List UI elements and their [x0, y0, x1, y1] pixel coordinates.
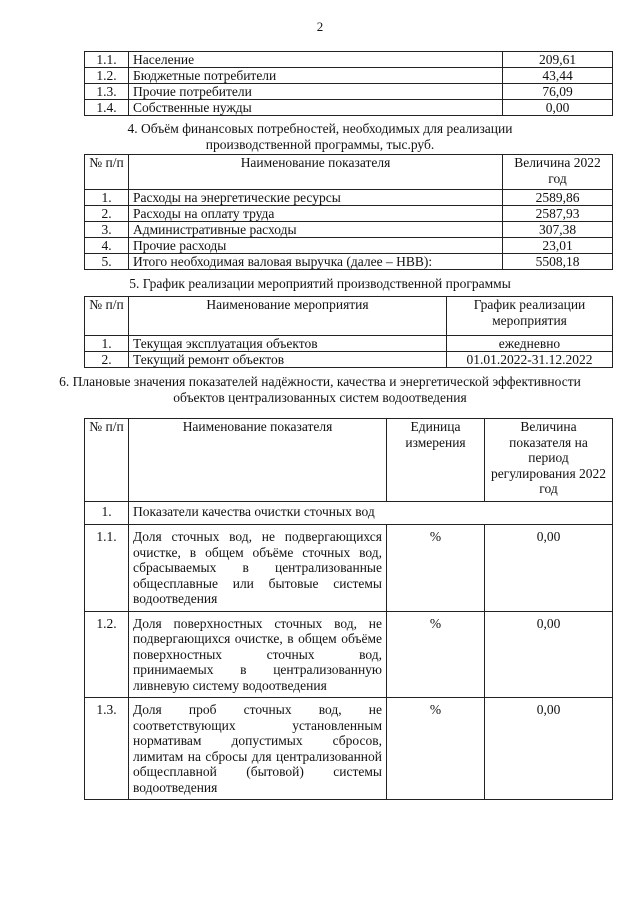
- table-header: [85, 419, 613, 502]
- table-header: [85, 297, 613, 336]
- row-value: 307,38: [503, 222, 613, 238]
- table-row: [85, 84, 613, 100]
- row-name: Прочие потребители: [129, 84, 503, 100]
- row-number: 1.4.: [85, 100, 129, 116]
- row-value: 0,00: [485, 698, 613, 800]
- row-name: Доля проб сточных вод, не соответствующих установленным нормативам допустимых сбросов, лимитам на сбросы для централизованной общесплавной (бытовой) системы водоотведения: [129, 698, 387, 800]
- table-row: [85, 238, 613, 254]
- header-schedule: График реализации мероприятия: [447, 297, 613, 336]
- row-name: Доля поверхностных сточных вод, не подвергающихся очистке, в общем объёме поверхностных сточных вод, принимаемых в централизованную ливневую систему водоотведения: [129, 611, 387, 698]
- row-name: Расходы на энергетические ресурсы: [129, 190, 503, 206]
- row-number: 2.: [85, 206, 129, 222]
- row-number: 1.: [85, 190, 129, 206]
- row-name: Собственные нужды: [129, 100, 503, 116]
- row-value: 2587,93: [503, 206, 613, 222]
- schedule-table: [84, 296, 613, 368]
- header-value: Величина 2022 год: [503, 155, 613, 190]
- section5-title: 5. График реализации мероприятий производственной программы: [129, 276, 511, 291]
- header-name: Наименование показателя: [129, 419, 387, 502]
- row-value: 23,01: [503, 238, 613, 254]
- section4-title: 4. Объём финансовых потребностей, необходимых для реализации производственной программы, тыс.руб.: [127, 121, 513, 152]
- table-row: [85, 190, 613, 206]
- table-row: [85, 525, 613, 612]
- table-row: [85, 611, 613, 698]
- financial-needs-table: [84, 154, 613, 270]
- consumption-table: [84, 51, 613, 116]
- table-row: [85, 206, 613, 222]
- row-schedule: 01.01.2022-31.12.2022: [447, 352, 613, 368]
- table-row: [85, 254, 613, 270]
- row-name: Прочие расходы: [129, 238, 503, 254]
- table-row: [85, 698, 613, 800]
- table-row: [85, 100, 613, 116]
- table-group-row: [85, 502, 613, 525]
- section6-title: 6. Плановые значения показателей надёжности, качества и энергетической эффективности объектов централизованных систем водоотведения: [59, 374, 581, 405]
- row-name: Расходы на оплату труда: [129, 206, 503, 222]
- indicators-table: [84, 418, 613, 800]
- row-name: Итого необходимая валовая выручка (далее – НВВ):: [129, 254, 503, 270]
- row-value: 0,00: [485, 525, 613, 612]
- row-name: Текущий ремонт объектов: [129, 352, 447, 368]
- header-num: № п/п: [85, 419, 129, 502]
- row-number: 2.: [85, 352, 129, 368]
- row-value: 0,00: [503, 100, 613, 116]
- row-value: 76,09: [503, 84, 613, 100]
- row-number: 3.: [85, 222, 129, 238]
- row-number: 1.3.: [85, 84, 129, 100]
- group-number: 1.: [85, 502, 129, 525]
- page-number: 2: [316, 19, 324, 34]
- table-row: [85, 222, 613, 238]
- row-value: 2589,86: [503, 190, 613, 206]
- header-num: № п/п: [85, 297, 129, 336]
- row-unit: %: [387, 698, 485, 800]
- header-name: Наименование мероприятия: [129, 297, 447, 336]
- header-unit: Единица измерения: [387, 419, 485, 502]
- table-header: [85, 155, 613, 190]
- row-value: 5508,18: [503, 254, 613, 270]
- table-row: [85, 336, 613, 352]
- header-value: Величина показателя на период регулирования 2022 год: [485, 419, 613, 502]
- row-unit: %: [387, 611, 485, 698]
- group-name: Показатели качества очистки сточных вод: [129, 502, 613, 525]
- table-row: [85, 352, 613, 368]
- row-name: Население: [129, 52, 503, 68]
- row-unit: %: [387, 525, 485, 612]
- row-number: 1.1.: [85, 52, 129, 68]
- row-number: 1.3.: [85, 698, 129, 800]
- table-row: [85, 52, 613, 68]
- row-name: Бюджетные потребители: [129, 68, 503, 84]
- header-name: Наименование показателя: [129, 155, 503, 190]
- row-name: Текущая эксплуатация объектов: [129, 336, 447, 352]
- row-number: 4.: [85, 238, 129, 254]
- header-num: № п/п: [85, 155, 129, 190]
- row-number: 5.: [85, 254, 129, 270]
- row-schedule: ежедневно: [447, 336, 613, 352]
- row-number: 1.: [85, 336, 129, 352]
- row-number: 1.1.: [85, 525, 129, 612]
- row-name: Доля сточных вод, не подвергающихся очистке, в общем объёме сточных вод, сбрасываемых в централизованные общесплавные или бытовые системы водоотведения: [129, 525, 387, 612]
- row-number: 1.2.: [85, 611, 129, 698]
- row-number: 1.2.: [85, 68, 129, 84]
- table-row: [85, 68, 613, 84]
- row-name: Административные расходы: [129, 222, 503, 238]
- row-value: 43,44: [503, 68, 613, 84]
- row-value: 0,00: [485, 611, 613, 698]
- row-value: 209,61: [503, 52, 613, 68]
